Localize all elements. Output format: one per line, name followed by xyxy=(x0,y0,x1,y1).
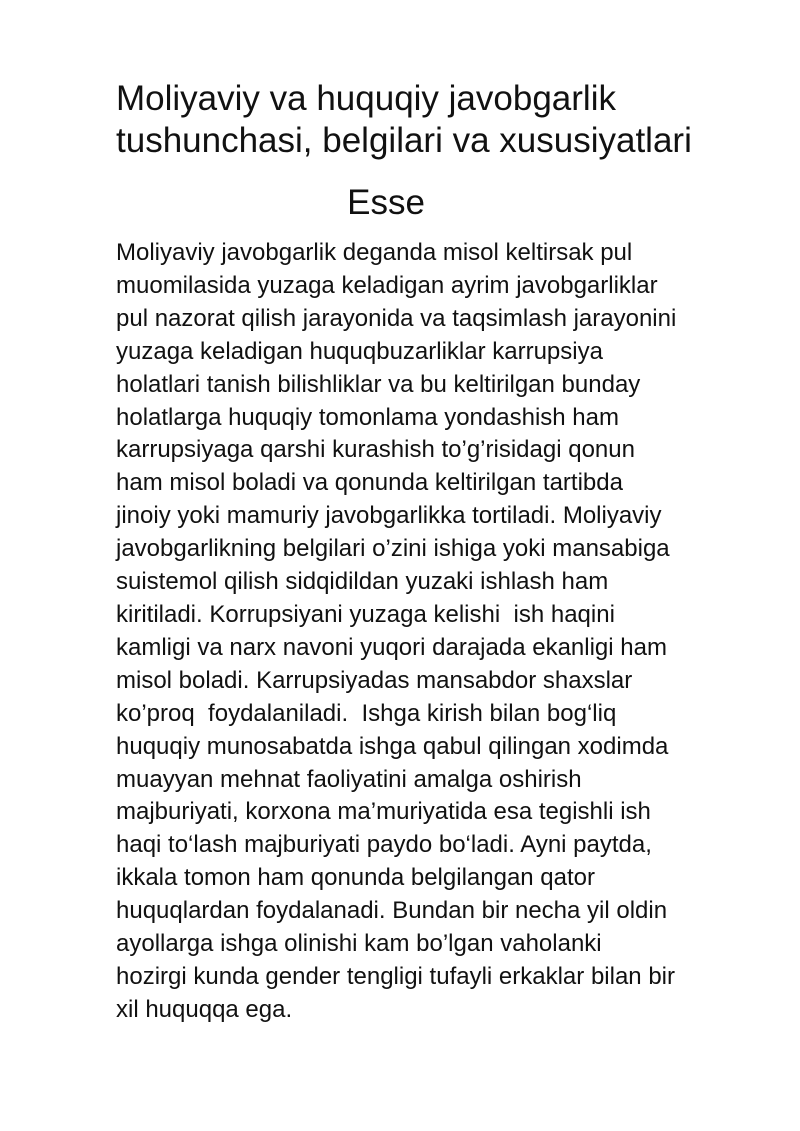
body-line: ko’proq foydalaniladi. Ishga kirish bilan bog‘liq xyxy=(116,699,617,727)
body-line: karrupsiyaga qarshi kurashish to’g’risidagi qonun xyxy=(116,436,635,464)
body-line: ham misol boladi va qonunda keltirilgan tartibda xyxy=(116,469,623,497)
body-line: ikkala tomon ham qonunda belgilangan qator xyxy=(116,864,596,892)
body-line: javobgarlikning belgilari o’zini ishiga yoki mansabiga xyxy=(116,535,670,563)
body-line: holatlarga huquqiy tomonlama yondashish ham xyxy=(116,403,619,431)
body-line: huquqlardan foydalanadi. Bundan bir necha yil oldin xyxy=(116,897,668,925)
document-subtitle: Esse xyxy=(347,183,425,222)
title-line: tushunchasi, belgilari va xususiyatlari xyxy=(116,121,692,160)
body-line: majburiyati, korxona ma’muriyatida esa tegishli ish xyxy=(116,798,651,826)
body-line: ayollarga ishga olinishi kam bo’lgan vaholanki xyxy=(116,930,602,958)
body-line: huquqiy munosabatda ishga qabul qilingan xodimda xyxy=(116,732,669,760)
body-line: hozirgi kunda gender tengligi tufayli erkaklar bilan bir xyxy=(116,962,675,990)
document-title xyxy=(116,78,692,162)
body-line: misol boladi. Karrupsiyadas mansabdor shaxslar xyxy=(116,666,633,694)
body-line: muayyan mehnat faoliyatini amalga oshirish xyxy=(116,765,582,793)
body-line: jinoiy yoki mamuriy javobgarlikka tortiladi. Moliyaviy xyxy=(116,502,662,530)
body-line: xil huquqqa ega. xyxy=(116,995,293,1023)
body-line: yuzaga keladigan huquqbuzarliklar karrupsiya xyxy=(116,337,603,365)
body-line: pul nazorat qilish jarayonida va taqsimlash jarayonini xyxy=(116,304,677,332)
body-line: suistemol qilish sidqidildan yuzaki ishlash ham xyxy=(116,568,609,596)
body-line: holatlari tanish bilishliklar va bu keltirilgan bunday xyxy=(116,370,641,398)
body-line: muomilasida yuzaga keladigan ayrim javobgarliklar xyxy=(116,271,658,299)
body-line: kiritiladi. Korrupsiyani yuzaga kelishi ish haqini xyxy=(116,600,615,628)
essay-body xyxy=(116,237,676,1027)
body-line: kamligi va narx navoni yuqori darajada ekanligi ham xyxy=(116,633,667,661)
body-line: Moliyaviy javobgarlik deganda misol keltirsak pul xyxy=(116,239,633,266)
title-line: Moliyaviy va huquqiy javobgarlik xyxy=(116,79,616,118)
body-line: haqi to‘lash majburiyati paydo bo‘ladi. Ayni paytda, xyxy=(116,831,652,859)
